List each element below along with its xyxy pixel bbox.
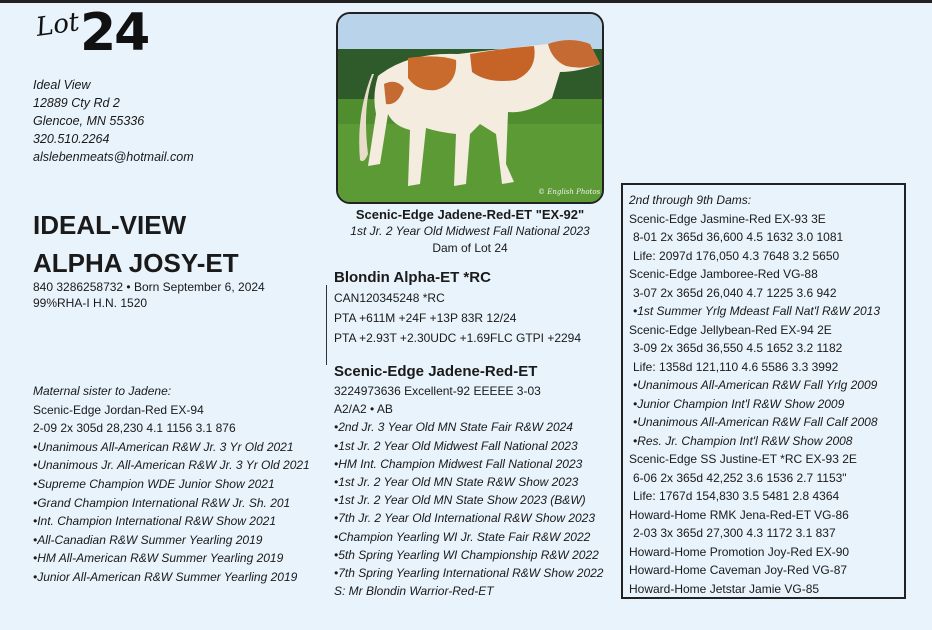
pedigree-bracket xyxy=(326,285,327,365)
sire-pta-1: PTA +611M +24F +13P 83R 12/24 xyxy=(334,311,517,325)
maternal-sister-award: •Junior All-American R&W Summer Yearling 2019 xyxy=(33,569,298,584)
registration-born: 840 3286258732 • Born September 6, 2024 xyxy=(33,280,265,294)
animal-identification xyxy=(33,279,265,311)
dam-award: •1st Jr. 2 Year Old MN State Show 2023 (B&W) xyxy=(334,493,586,508)
maternal-sister-name: Scenic-Edge Jordan-Red EX-94 xyxy=(33,402,204,417)
maternal-sister-award: •All-Canadian R&W Summer Yearling 2019 xyxy=(33,532,263,547)
dam-detail-line: 3-09 2x 365d 36,550 4.5 1652 3.2 1182 xyxy=(633,341,843,355)
dam-name: Scenic-Edge Jadene-Red-ET xyxy=(334,363,538,380)
sire-name: Blondin Alpha-ET *RC xyxy=(334,269,491,286)
dam-detail-line: •1st Summer Yrlg Mdeast Fall Nat'l R&W 2013 xyxy=(633,304,881,318)
dam-caption-title: Scenic-Edge Jadene-Red-ET "EX-92" xyxy=(355,207,585,222)
ancestor-dam-name: Howard-Home Promotion Joy-Red EX-90 xyxy=(629,544,850,559)
dam-caption-note: Dam of Lot 24 xyxy=(432,241,508,255)
dam-award: •2nd Jr. 3 Year Old MN State Fair R&W 2024 xyxy=(334,420,573,435)
dam-award: •1st Jr. 2 Year Old MN State R&W Show 2023 xyxy=(334,475,579,490)
lot-number: 24 xyxy=(80,3,149,63)
dam-detail-line: 8-01 2x 365d 36,600 4.5 1632 3.0 1081 xyxy=(633,230,844,244)
dam-detail-line: Life: 1358d 121,110 4.6 5586 3.3 3992 xyxy=(633,359,839,374)
maternal-sister-award: •Int. Champion International R&W Show 2021 xyxy=(33,514,276,529)
photo-watermark: © English Photos xyxy=(538,188,601,196)
dam-award: •HM Int. Champion Midwest Fall National 2023 xyxy=(334,456,583,471)
dam-detail-line: •Unanimous All-American R&W Fall Yrlg 2009 xyxy=(633,378,878,392)
consignor-contact xyxy=(33,76,194,166)
dam-award: •1st Jr. 2 Year Old Midwest Fall National 2023 xyxy=(334,438,578,453)
maternal-sister-award: •Supreme Champion WDE Junior Show 2021 xyxy=(33,476,275,491)
maternal-sister-award: •HM All-American R&W Summer Yearling 2019 xyxy=(33,551,284,566)
dam-detail-line: •Junior Champion Int'l R&W Show 2009 xyxy=(633,396,845,411)
dam-detail-line: 2-03 3x 365d 27,300 4.3 1172 3.1 837 xyxy=(633,526,836,540)
dam-caption-award: 1st Jr. 2 Year Old Midwest Fall National 2023 xyxy=(350,224,590,238)
dam-award: •Champion Yearling WI Jr. State Fair R&W 2022 xyxy=(334,529,591,544)
consignor-city: Glencoe, MN 55336 xyxy=(33,114,145,128)
dam-detail-line: Life: 1767d 154,830 3.5 5481 2.8 4364 xyxy=(633,489,840,503)
maternal-sister-award: •Unanimous Jr. All-American R&W Jr. 3 Yr Old 2021 xyxy=(33,458,310,473)
maternal-sister-block xyxy=(33,382,310,587)
dam-sire: S: Mr Blondin Warrior-Red-ET xyxy=(334,584,494,599)
maternal-sister-record: 2-09 2x 305d 28,230 4.1 1156 3.1 876 xyxy=(33,421,236,436)
ancestor-dam-name: Howard-Home Jetstar Jamie VG-85 xyxy=(629,581,820,596)
consignor-email: alslebenmeats@hotmail.com xyxy=(33,150,194,164)
dams-box xyxy=(621,183,906,599)
dam-block xyxy=(334,362,603,600)
consignor-name: Ideal View xyxy=(33,78,91,92)
ancestor-dam-name: Scenic-Edge SS Justine-ET *RC EX-93 2E xyxy=(629,452,857,466)
animal-name-line2: ALPHA JOSY-ET xyxy=(33,248,239,278)
dam-detail-line: Life: 2097d 176,050 4.3 7648 3.2 5650 xyxy=(633,248,840,263)
dam-award: •5th Spring Yearling WI Championship R&W 2022 xyxy=(334,547,599,562)
sire-reg: CAN120345248 *RC xyxy=(334,291,445,305)
dam-reg: 3224973636 Excellent-92 EEEEE 3-03 xyxy=(334,384,541,398)
dam-detail-line: 3-07 2x 365d 26,040 4.7 1225 3.6 942 xyxy=(633,285,837,300)
dams-list xyxy=(629,191,880,598)
dam-photo xyxy=(336,12,604,204)
ancestor-dam-name: Howard-Home Caveman Joy-Red VG-87 xyxy=(629,563,848,577)
ancestor-dam-name: Scenic-Edge Jamboree-Red VG-88 xyxy=(629,267,818,281)
dam-genetics: A2/A2 • AB xyxy=(334,402,393,417)
consignor-street: 12889 Cty Rd 2 xyxy=(33,96,120,110)
dam-caption xyxy=(336,206,604,257)
maternal-sister-heading: Maternal sister to Jadene: xyxy=(33,384,172,398)
dam-detail-line: 6-06 2x 365d 42,252 3.6 1536 2.7 1153" xyxy=(633,470,847,485)
maternal-sister-award: •Unanimous All-American R&W Jr. 3 Yr Old 2021 xyxy=(33,439,294,454)
consignor-phone: 320.510.2264 xyxy=(33,132,110,146)
cow-illustration xyxy=(338,14,602,202)
animal-name-line1: IDEAL-VIEW xyxy=(33,210,187,240)
dams-heading: 2nd through 9th Dams: xyxy=(629,193,752,207)
dam-award: •7th Jr. 2 Year Old International R&W Show 2023 xyxy=(334,511,596,526)
rha-hn: 99%RHA-I H.N. 1520 xyxy=(33,296,148,310)
ancestor-dam-name: Howard-Home RMK Jena-Red-ET VG-86 xyxy=(629,507,849,522)
maternal-sister-award: •Grand Champion International R&W Jr. Sh. 201 xyxy=(33,495,291,510)
dam-detail-line: •Unanimous All-American R&W Fall Calf 2008 xyxy=(633,415,878,429)
dam-detail-line: •Res. Jr. Champion Int'l R&W Show 2008 xyxy=(633,433,853,448)
sire-pta-2: PTA +2.93T +2.30UDC +1.69FLC GTPI +2294 xyxy=(334,331,582,345)
sire-block xyxy=(334,268,581,348)
ancestor-dam-name: Scenic-Edge Jasmine-Red EX-93 3E xyxy=(629,211,826,226)
ancestor-dam-name: Scenic-Edge Jellybean-Red EX-94 2E xyxy=(629,322,832,337)
dam-award: •7th Spring Yearling International R&W Show 2022 xyxy=(334,566,604,581)
lot-label: Lot xyxy=(34,7,82,43)
